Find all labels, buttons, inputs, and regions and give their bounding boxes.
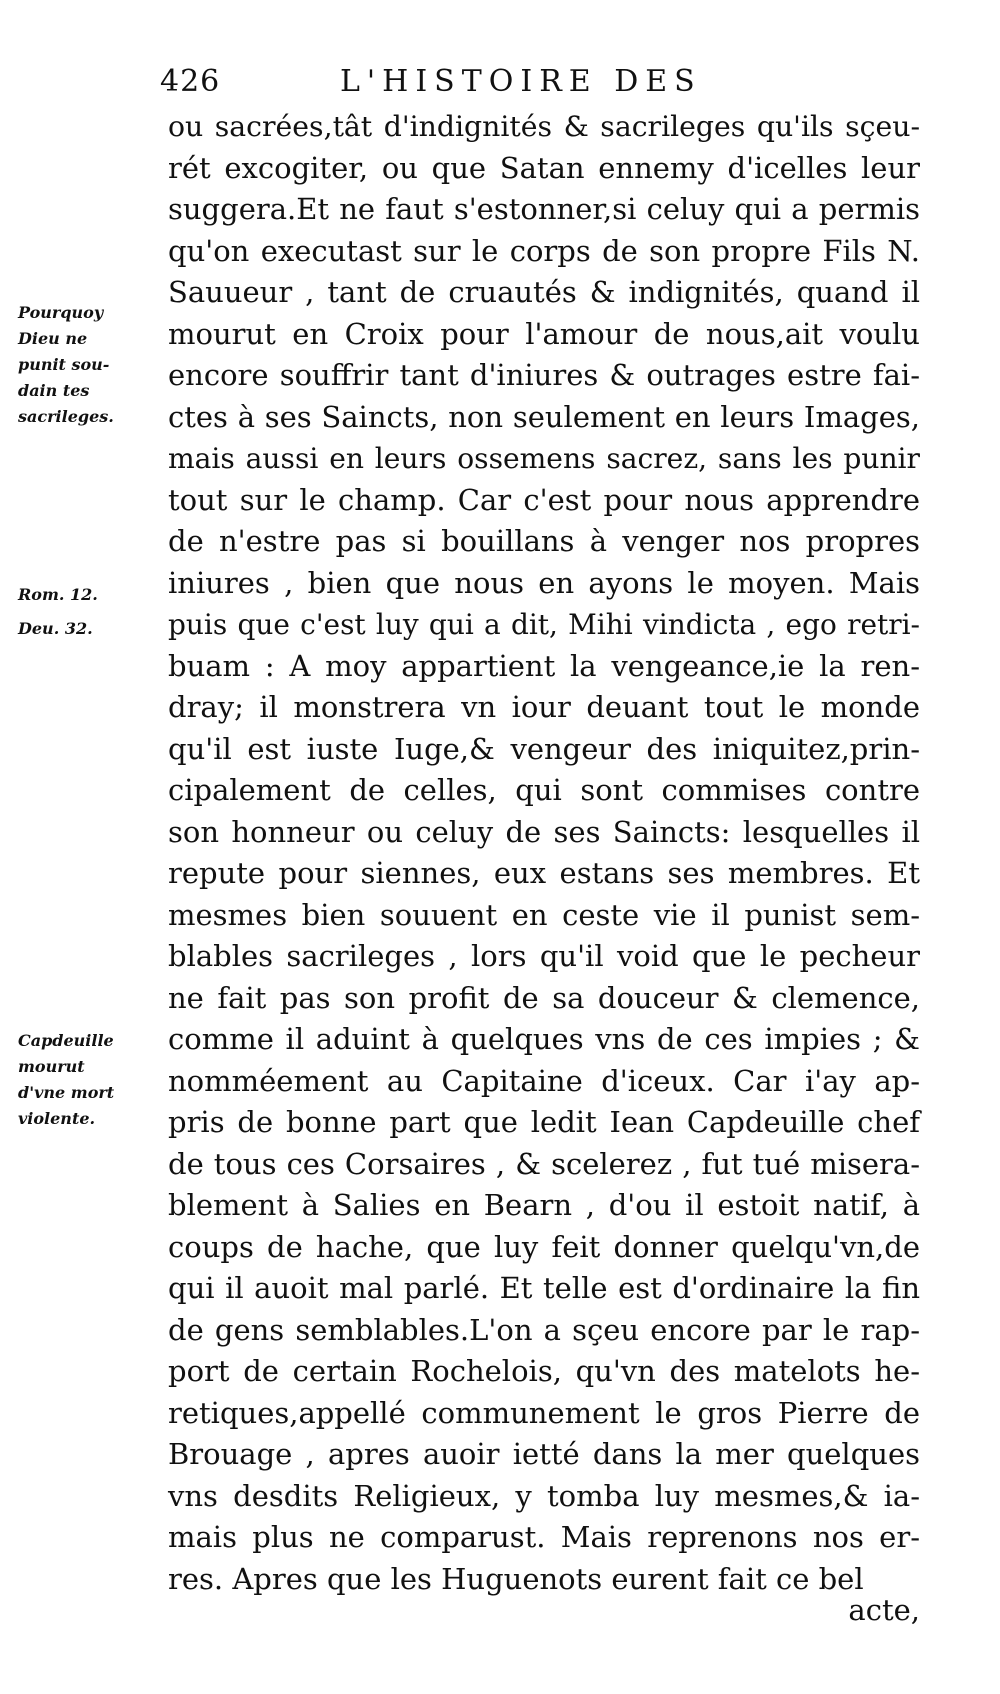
text-line: Sauueur , tant de cruautés & indignités, quand il [168,275,920,309]
body-text [168,106,920,1600]
margin-note-line: violente. [18,1109,96,1128]
text-line: encore souffrir tant d'iniures & outrages estre fai- [168,358,920,392]
text-line: suggera.Et ne faut s'estonner,si celuy qui a permis [168,192,920,226]
text-line: pris de bonne part que ledit Iean Capdeuille chef [168,1105,920,1139]
text-line: qui il auoit mal parlé. Et telle est d'ordinaire la fin [168,1271,920,1305]
text-line: son honneur ou celuy de ses Saincts: lesquelles il [168,814,920,849]
margin-note-references [18,582,166,642]
margin-note-line: d'vne mort [18,1083,115,1102]
text-line: res. Apres que les Huguenots eurent fait ce bel [168,1561,864,1596]
margin-note-line: mourut [18,1057,85,1076]
text-line: mesmes bien souuent en ceste vie il punist sem- [168,897,920,932]
text-line: cipalement de celles, qui sont commises contre [168,773,920,807]
text-line: rét excogiter, ou que Satan ennemy d'icelles leur [168,150,920,185]
text-line: iniures , bien que nous en ayons le moyen. Mais [168,565,920,600]
running-title: L'HISTOIRE DES [340,64,702,99]
margin-note-line: Rom. 12. [18,585,98,604]
text-line: blement à Salies en Bearn , d'ou il estoit natif, à [168,1188,920,1222]
text-line: ctes à ses Saincts, non seulement en leurs Images, [168,399,920,434]
text-line: coups de hache, que luy feit donner quelqu'vn,de [168,1229,920,1264]
text-line: mais aussi en leurs ossemens sacrez, sans les punir [168,442,920,475]
margin-note-line: Dieu ne [18,329,88,348]
margin-note-line: punit sou- [18,355,110,374]
margin-note-line: dain tes [18,381,90,400]
text-line: de n'estre pas si bouillans à venger nos propres [168,524,920,558]
text-line: qu'il est iuste Iuge,& vengeur des iniquitez,prin- [168,731,920,766]
text-line: de gens semblables.L'on a sçeu encore par le rap- [168,1312,920,1347]
text-line: comme il aduint à quelques vns de ces impies ; & [168,1022,920,1056]
text-line: mais plus ne comparust. Mais reprenons nos er- [168,1520,920,1554]
text-line: de tous ces Corsaires , & scelerez , fut tué misera- [168,1146,920,1181]
text-line: retiques,appellé communement le gros Pierre de [168,1395,920,1430]
text-line: tout sur le champ. Car c'est pour nous apprendre [168,482,920,517]
text-line: buam : A moy appartient la vengeance,ie la ren- [168,648,920,683]
text-line: puis que c'est luy qui a dit, Mihi vindicta , ego retri- [168,608,920,641]
text-line: blables sacrileges , lors qu'il void que le pecheur [168,939,920,973]
margin-note-line: Pourquoy [18,303,104,322]
running-head [160,62,920,108]
text-line: ne fait pas son profit de sa douceur & clemence, [168,980,920,1015]
text-line: port de certain Rochelois, qu'vn des matelots he- [168,1354,920,1388]
margin-note-pourquoy [18,300,166,430]
text-line: Brouage , apres auoir ietté dans la mer quelques [168,1437,920,1471]
margin-note-line: Capdeuille [18,1031,114,1050]
margin-note-capdeuille [18,1028,166,1132]
page-number: 426 [160,64,221,99]
text-line: repute pour siennes, eux estans ses membres. Et [168,856,920,890]
text-line: ou sacrées,tât d'indignités & sacrileges qu'ils sçeu- [168,110,920,143]
text-line: qu'on executast sur le corps de son propre Fils N. [168,233,920,268]
text-line: dray; il monstrera vn iour deuant tout le monde [168,690,920,724]
text-line: nomméement au Capitaine d'iceux. Car i'ay ap- [168,1063,920,1098]
text-line: vns desdits Religieux, y tomba luy mesmes,& ia- [168,1478,920,1513]
catchword: acte, [848,1593,920,1627]
margin-note-line: Deu. 32. [18,619,93,638]
margin-note-line: sacrileges. [18,407,114,426]
text-line: mourut en Croix pour l'amour de nous,ait voulu [168,316,920,351]
